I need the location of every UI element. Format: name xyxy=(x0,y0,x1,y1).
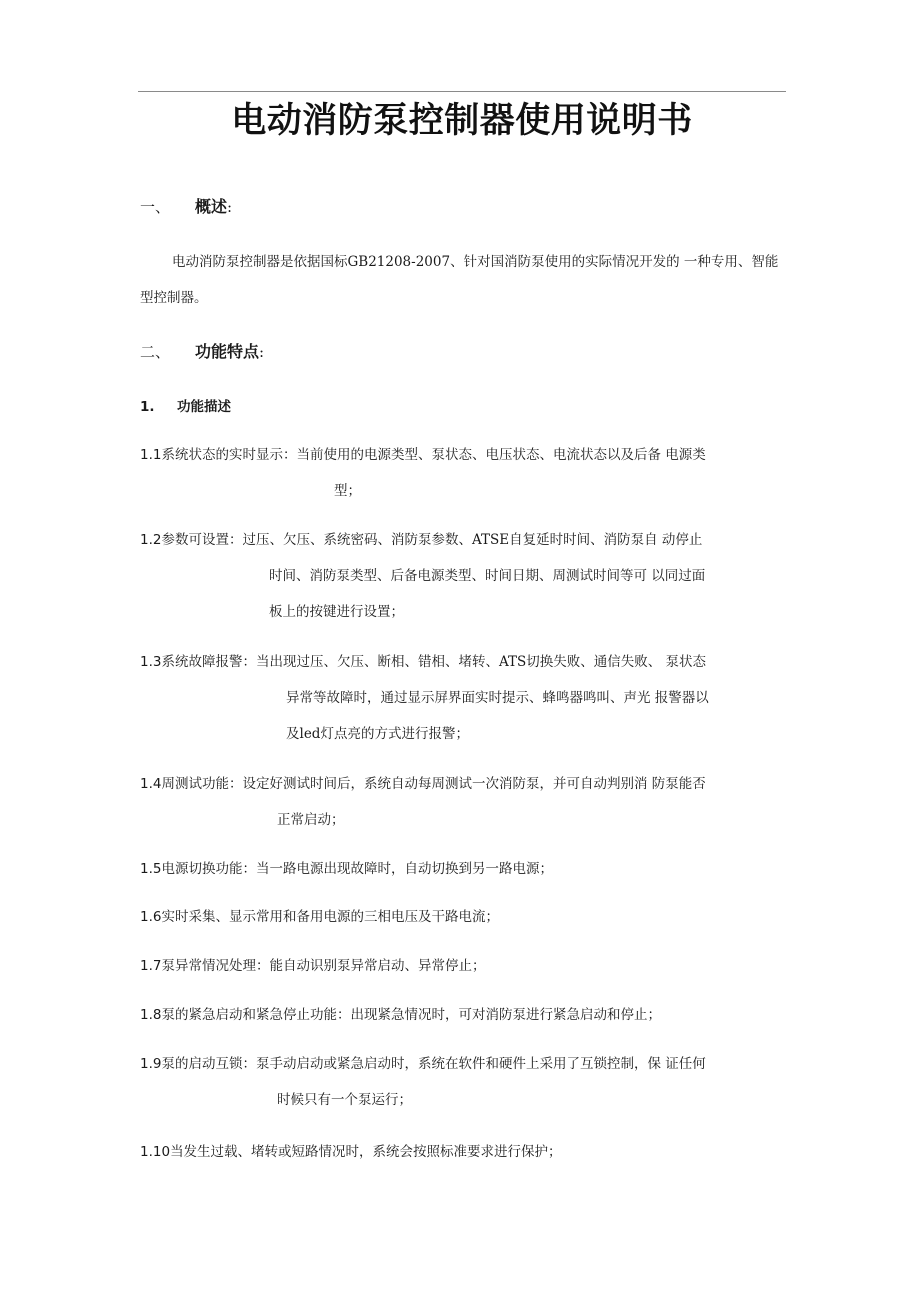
list-item xyxy=(140,1134,788,1170)
item-line xyxy=(140,948,788,984)
subsection-label: 功能描述 xyxy=(177,399,231,415)
subsection-number: 1. xyxy=(140,399,155,415)
section-heading: 概述 xyxy=(195,197,228,216)
section-heading: 功能特点 xyxy=(195,342,260,361)
item-number: 1.6 xyxy=(140,909,162,925)
item-line xyxy=(140,522,788,558)
section-number: 一、 xyxy=(140,198,171,216)
item-line: 时间、消防泵类型、后备电源类型、时间日期、周测试时间等可 以同过面 xyxy=(269,568,706,584)
item-number: 1.3 xyxy=(140,654,162,670)
item-number: 1.1 xyxy=(140,447,162,463)
document-title: 电动消防泵控制器使用说明书 xyxy=(231,101,693,141)
item-number: 1.10 xyxy=(140,1144,171,1160)
list-item xyxy=(140,851,788,887)
item-number: 1.5 xyxy=(140,861,162,877)
item-text: 实时采集、显示常用和备用电源的三相电压及干路电流； xyxy=(161,909,499,925)
item-line xyxy=(140,1046,788,1082)
item-text: 泵的紧急启动和紧急停止功能：出现紧急情况时，可对消防泵进行紧急启动和停止； xyxy=(161,1007,661,1023)
item-line xyxy=(140,437,788,473)
item-line xyxy=(140,766,788,802)
item-text: 系统状态的实时显示：当前使用的电源类型、泵状态、电压状态、电流状态以及后备 电源类 xyxy=(161,447,706,463)
list-item xyxy=(140,766,788,838)
item-number: 1.9 xyxy=(140,1056,162,1072)
item-text: 周测试功能：设定好测试时间后，系统自动每周测试一次消防泵，并可自动判别消 防泵能否 xyxy=(161,776,706,792)
overview-paragraph: 电动消防泵控制器是依据国标GB21208-2007、针对国消防泵使用的实际情况开发的 一种专用、智能型控制器。 xyxy=(140,254,779,306)
section-colon: : xyxy=(227,198,233,216)
item-number: 1.2 xyxy=(140,532,162,548)
item-line: 正常启动； xyxy=(277,812,345,828)
list-item xyxy=(140,1046,788,1118)
item-line: 及led灯点亮的方式进行报警； xyxy=(286,726,469,742)
list-item xyxy=(140,644,788,752)
item-line xyxy=(140,1134,788,1170)
item-line: 板上的按键进行设置； xyxy=(269,604,404,620)
item-line: 型； xyxy=(334,483,361,499)
list-item xyxy=(140,997,788,1033)
list-item xyxy=(140,948,788,984)
item-number: 1.8 xyxy=(140,1007,162,1023)
item-text: 泵异常情况处理：能自动识别泵异常启动、异常停止； xyxy=(161,958,486,974)
list-item xyxy=(140,899,788,935)
subsection-heading xyxy=(140,395,231,419)
item-line xyxy=(140,644,788,680)
list-item xyxy=(140,437,788,509)
item-text: 当发生过载、堵转或短路情况时，系统会按照标准要求进行保护； xyxy=(170,1144,562,1160)
item-line xyxy=(140,851,788,887)
item-text: 参数可设置：过压、欠压、系统密码、消防泵参数、ATSE自复延时时间、消防泵自 动停止 xyxy=(161,532,703,548)
section-colon: : xyxy=(259,343,265,361)
item-text: 电源切换功能：当一路电源出现故障时，自动切换到另一路电源； xyxy=(161,861,553,877)
item-number: 1.7 xyxy=(140,958,162,974)
section-number: 二、 xyxy=(140,343,171,361)
item-line xyxy=(140,997,788,1033)
item-line xyxy=(140,899,788,935)
item-number: 1.4 xyxy=(140,776,162,792)
item-line: 异常等故障时，通过显示屏界面实时提示、蜂鸣器鸣叫、声光 报警器以 xyxy=(286,690,709,706)
item-text: 系统故障报警：当出现过压、欠压、断相、错相、堵转、ATS切换失败、通信失败、 泵状态 xyxy=(161,654,707,670)
item-text: 泵的启动互锁：泵手动启动或紧急启动时，系统在软件和硬件上采用了互锁控制，保 证任何 xyxy=(161,1056,706,1072)
item-line: 时候只有一个泵运行； xyxy=(277,1092,412,1108)
section-features xyxy=(140,338,264,366)
header-rule xyxy=(138,91,786,92)
section-overview xyxy=(140,193,232,221)
list-item xyxy=(140,522,788,630)
